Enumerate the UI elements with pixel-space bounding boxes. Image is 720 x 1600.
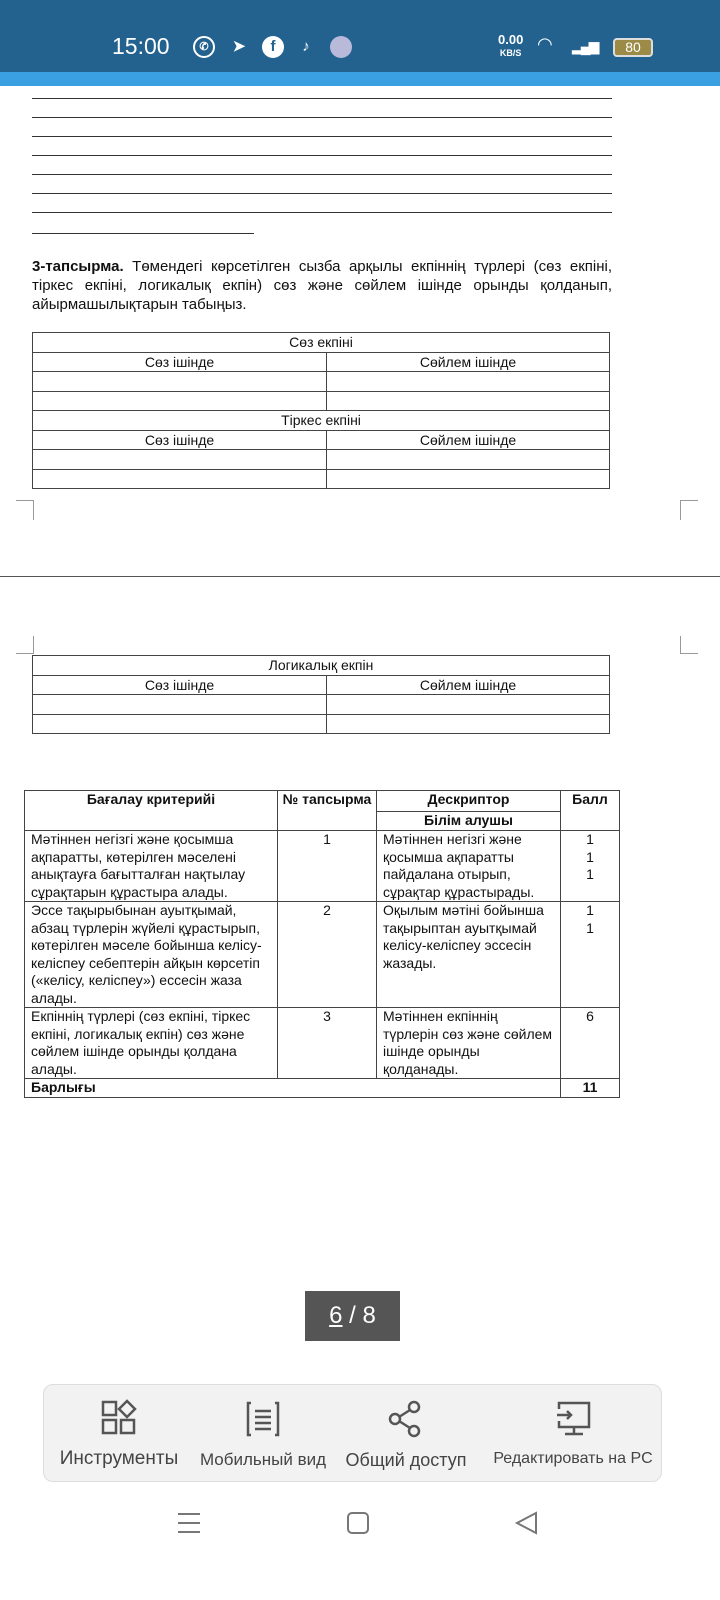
table-title: Тіркес екпіні xyxy=(33,411,610,431)
stress-table-2: Логикалық екпін Сөз ішінде Сөйлем ішінде xyxy=(32,655,610,734)
tools-button[interactable]: Инструменты xyxy=(44,1385,194,1483)
tiktok-icon: ♪ xyxy=(302,38,310,55)
page-indicator[interactable]: 6 / 8 xyxy=(305,1291,400,1341)
wifi-icon: ◠ xyxy=(537,34,553,54)
share-button[interactable]: Общий доступ xyxy=(336,1385,476,1483)
table-row: Екпіннің түрлері (сөз екпіні, тіркес екпіні, логикалық екпін) сөз және сөйлем ішінде орынды қолдана алады. 3 Мәтіннен екпіннің түрлерін сөз және сөйлем ішінде орынды қолданады. 6 xyxy=(25,1008,620,1079)
table-title: Сөз екпіні xyxy=(33,333,610,353)
recent-apps-icon[interactable] xyxy=(176,1510,202,1536)
share-icon xyxy=(386,1399,426,1439)
page-corner-mark xyxy=(16,500,34,520)
telegram-icon: ➤ xyxy=(232,38,246,55)
page-break xyxy=(0,576,720,577)
facebook-icon: f xyxy=(262,36,284,58)
edit-on-pc-icon xyxy=(553,1399,593,1439)
table-row: Эссе тақырыбынан ауытқымай, абзац түрлерін жүйелі құрастырып, көтерілген мәселе бойынша келісу-келіспеу себептерін айқын көрсетіп («келісу, келіспеу») ессесін жаза алады. 2 Оқылым мәтіні бойынша тақырыптан ауытқымай келісу-келіспеу эссесін жазады. 1 1 xyxy=(25,902,620,1008)
net-speed: 0.00 KB/S xyxy=(498,32,524,58)
task-3-text: 3-тапсырма. Төмендегі көрсетілген сызба арқылы екпіннің түрлері (сөз екпіні, тіркес екпіні, логикалық екпін) сөз және сөйлем ішінде орынды қолданып, айырмашылықтарын табыңыз. xyxy=(32,258,612,313)
page-corner-mark xyxy=(680,636,698,654)
home-icon[interactable] xyxy=(347,1512,369,1534)
app-header-strip xyxy=(0,72,720,86)
whatsapp-icon: ✆ xyxy=(193,36,215,58)
signal-icon: ▂▄▆ xyxy=(572,38,598,54)
back-icon[interactable] xyxy=(514,1510,540,1536)
mobile-view-button[interactable]: Мобильный вид xyxy=(194,1385,332,1483)
rubric-table: Бағалау критерийі № тапсырма Дескриптор Балл Білім алушы Мәтіннен негізгі және қосымша ақпаратты, көтерілген мәселені анықтауға бағытталған нақтылау сұрақтарын құрастыра алады. 1 Мәтіннен негізгі және қосымша ақпаратты пайдалана отырып, сұрақтар құрастырады. 1 1 1 Эссе тақырыбынан ауытқымай, абзац түрлерін жүйелі құрастырып, көтерілген мәселе бойынша келісу-келіспеу себептерін айқын көрсетіп («келісу, келіспеу») ессесін жаза алады. 2 Оқылым мәтіні бойынша тақырыптан ауытқымай келісу-келіспеу эссесін жазады. 1 1 Екпіннің түрлері (сөз екпіні, тіркес екпіні, логикалық екпін) сөз және сөйлем ішінде орынды қолдана алады. 3 Мәтіннен екпіннің түрлерін сөз және сөйлем ішінде орынды қолданады. 6 Барлығы 11 xyxy=(24,790,620,1098)
tools-icon xyxy=(100,1399,138,1437)
edit-on-pc-button[interactable]: Редактировать на PC xyxy=(484,1385,662,1483)
nav-bar xyxy=(0,1490,720,1600)
page-corner-mark xyxy=(16,636,34,654)
clock: 15:00 xyxy=(112,33,170,59)
bottom-toolbar xyxy=(43,1384,662,1482)
app-icon xyxy=(330,36,352,58)
battery-icon: 80 xyxy=(613,38,653,57)
total-row: Барлығы 11 xyxy=(25,1079,620,1098)
status-bar xyxy=(0,0,720,72)
page-corner-mark xyxy=(680,500,698,520)
mobile-view-icon xyxy=(243,1399,283,1439)
stress-table-1: Сөз екпіні Сөз ішінде Сөйлем ішінде Тіркес екпіні Сөз ішінде Сөйлем ішінде xyxy=(32,332,610,489)
table-row: Мәтіннен негізгі және қосымша ақпаратты, көтерілген мәселені анықтауға бағытталған нақтылау сұрақтарын құрастыра алады. 1 Мәтіннен негізгі және қосымша ақпаратты пайдалана отырып, сұрақтар құрастырады. 1 1 1 xyxy=(25,831,620,902)
